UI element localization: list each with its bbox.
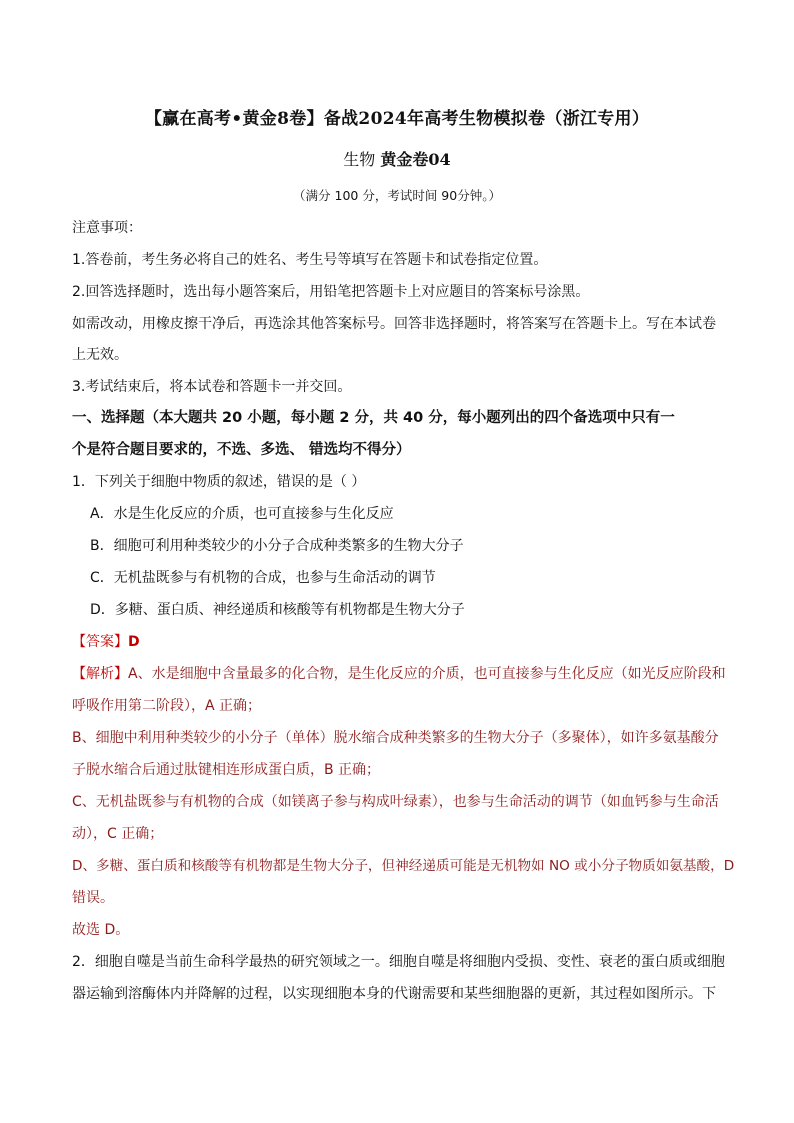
notice-item-2-cont: 如需改动，用橡皮擦干净后，再选涂其他答案标号。回答非选择题时，将答案写在答题卡上。写在本试卷 bbox=[72, 316, 716, 332]
analysis-text: 呼吸作用第二阶段），A 正确； bbox=[72, 698, 262, 714]
paper-label: 黄金卷04 bbox=[380, 150, 451, 169]
analysis-text: A、水是细胞中含量最多的化合物，是生化反应的介质，也可直接参与生化反应（如光反应阶段和 bbox=[128, 666, 726, 682]
analysis-text: 故选 D。 bbox=[72, 922, 130, 938]
document-title: 【赢在高考•黄金8卷】备战2024年高考生物模拟卷（浙江专用） bbox=[144, 109, 650, 129]
notices-heading: 注意事项： bbox=[72, 220, 142, 236]
analysis-text: 动），C 正确； bbox=[72, 826, 164, 842]
exam-note: （满分 100 分，考试时间 90分钟。） bbox=[293, 188, 501, 203]
subject-label: 生物 bbox=[343, 150, 376, 169]
notice-item-3: 3.考试结束后，将本试卷和答题卡一并交回。 bbox=[72, 379, 352, 395]
answer-value: D bbox=[128, 634, 140, 650]
answer-line bbox=[72, 632, 140, 652]
analysis-line bbox=[72, 664, 726, 684]
analysis-text: B、细胞中利用种类较少的小分子（单体）脱水缩合成种类繁多的生物大分子（多聚体），如许多氨基酸分 bbox=[72, 730, 719, 746]
question-1-option-b: B．细胞可利用种类较少的小分子合成种类繁多的生物大分子 bbox=[90, 538, 464, 554]
analysis-text: D、多糖、蛋白质和核酸等有机物都是生物大分子，但神经递质可能是无机物如 NO 或小分子物质如氨基酸，D bbox=[72, 858, 735, 874]
question-1-option-d: D．多糖、蛋白质、神经递质和核酸等有机物都是生物大分子 bbox=[90, 602, 465, 618]
notice-item-2: 2.回答选择题时，选出每小题答案后，用铅笔把答题卡上对应题目的答案标号涂黑。 bbox=[72, 284, 590, 300]
section-heading: 个是符合题目要求的，不选、多选、 错选均不得分） bbox=[72, 442, 411, 458]
answer-tag: 【答案】 bbox=[72, 634, 128, 650]
section-heading: 一、选择题（本大题共 20 小题，每小题 2 分，共 40 分，每小题列出的四个备选项中只有一 bbox=[72, 410, 675, 426]
notice-item-1: 1.答卷前，考生务必将自己的姓名、考生号等填写在答题卡和试卷指定位置。 bbox=[72, 252, 548, 268]
question-1-option-a: A．水是生化反应的介质，也可直接参与生化反应 bbox=[90, 506, 394, 522]
question-2-stem: 2．细胞自噬是当前生命科学最热的研究领域之一。细胞自噬是将细胞内受损、变性、衰老的蛋白质或细胞 bbox=[72, 954, 725, 970]
notice-item-2-cont: 上无效。 bbox=[72, 347, 128, 363]
question-1-option-c: C．无机盐既参与有机物的合成，也参与生命活动的调节 bbox=[90, 570, 436, 586]
analysis-text: C、无机盐既参与有机物的合成（如镁离子参与构成叶绿素），也参与生命活动的调节（如血钙参与生命活 bbox=[72, 794, 719, 810]
paper-subtitle bbox=[0, 147, 794, 170]
question-2-stem: 器运输到溶酶体内并降解的过程，以实现细胞本身的代谢需要和某些细胞器的更新，其过程如图所示。下 bbox=[72, 986, 716, 1002]
analysis-text: 子脱水缩合后通过肽键相连形成蛋白质，B 正确； bbox=[72, 762, 381, 778]
analysis-tag: 【解析】 bbox=[72, 666, 128, 682]
question-1-stem: 1．下列关于细胞中物质的叙述，错误的是（ ） bbox=[72, 474, 366, 490]
analysis-text: 错误。 bbox=[72, 890, 114, 906]
